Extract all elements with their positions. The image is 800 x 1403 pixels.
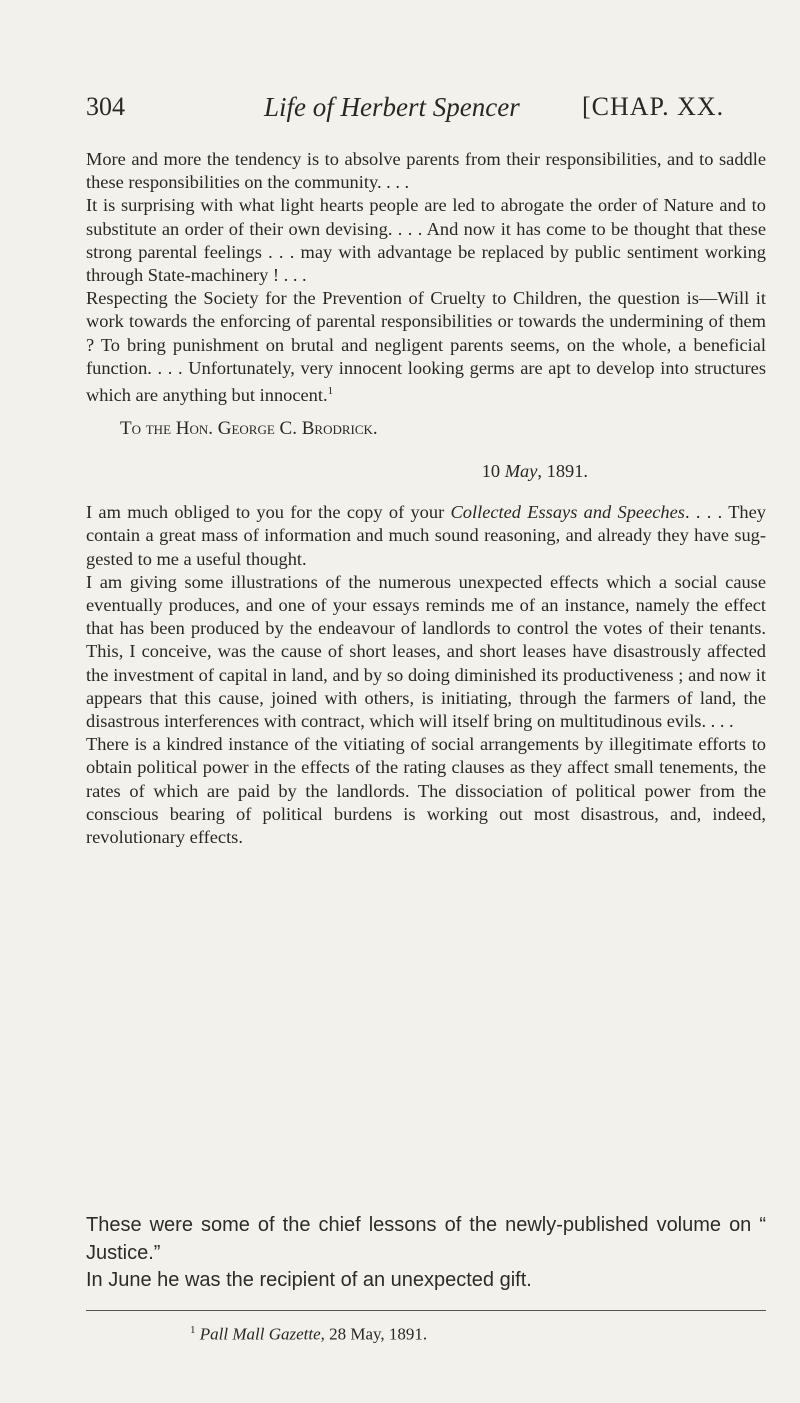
letter-text: I am much obliged to you for the copy of your [86,502,445,523]
letter-date [86,460,766,483]
letter-paragraph [86,501,766,571]
letter-paragraph: I am giving some illustrations of the numerous unexpected effects which a social cause eventually produces, and one of your essays reminds me of an instance, namely the effect that has been produced by the endeavour of landlords to control the votes of their tenants. This, I conceive, was the cause of short leases, and short leases have disastrously affected the investment of capital in land, and by so doing diminished its productiveness ; and now it appears that this cause, joined with others, is initiating, through the farmers of land, the disastrous interferences with contract, which will itself bring on multitudinous evils. . . . [86,571,766,731]
page-number: 304 [86,92,125,121]
letter-paragraph: There is a kindred instance of the vitiating of social arrangements by illegitimate efforts to obtain political power in the effects of the rating clauses as they affect small tenements, the rates of which are paid by the landlords. The dissociation of political power from the conscious bearing of political burdens is working out most disastrous, and, indeed, revolutionary effects. [86,734,766,847]
book-title: Collected Essays and Speeches [450,502,685,523]
letter-body [86,501,766,849]
paragraph [86,287,766,407]
chapter-label: [CHAP. XX. [582,92,725,121]
date-day: 10 [481,460,501,481]
body-text [86,148,766,849]
letter-text: . . . . They contain a great mass of information and much sound reasoning, and already they have suggested to me a useful thought. [86,502,766,569]
paragraph-text: Respecting the Society for the Prevention of Cruelty to Children, the question is—Will it work towards the enforcing of parental responsibilities or towards the undermining of them ? To bring punishment on brutal and negligent parents seems, on the whole, a beneficial function. . . . Unfortunately, very innocent looking germs are apt to develop into structures which are anything but innocent. [86,288,766,406]
date-year: , 1891. [537,460,588,481]
footnote [190,1324,427,1345]
page-header [86,92,766,132]
footnote-source: Pall Mall Gazette [199,1324,321,1344]
quoted-passage [86,148,766,407]
narrative-text [86,1212,766,1295]
paragraph: It is surprising with what light hearts people are led to abrogate the order of Nature and to substitute an order of their own devising. . . . And now it has come to be thought that these strong parental feelings . . . may with advantage be replaced by public sentiment working through State-machinery ! . . . [86,195,766,286]
footnote-divider [86,1310,766,1311]
letter-salutation: To the Hon. George C. Brodrick. [120,418,378,440]
date-month: May [504,460,538,481]
footnote-date: , 28 May, 1891. [320,1324,428,1344]
running-title: Life of Herbert Spencer [264,92,520,122]
narrative-paragraph: In June he was the recipient of an unexpected gift. [86,1269,532,1291]
footnote-marker: 1 [327,385,334,398]
paragraph: More and more the tendency is to absolve parents from their responsibilities, and to saddle these responsibilities on the community. . . . [86,149,766,193]
narrative-paragraph: These were some of the chief lessons of the newly-published volume on “ Justice.” [86,1214,766,1264]
footnote-number: 1 [190,1324,196,1336]
